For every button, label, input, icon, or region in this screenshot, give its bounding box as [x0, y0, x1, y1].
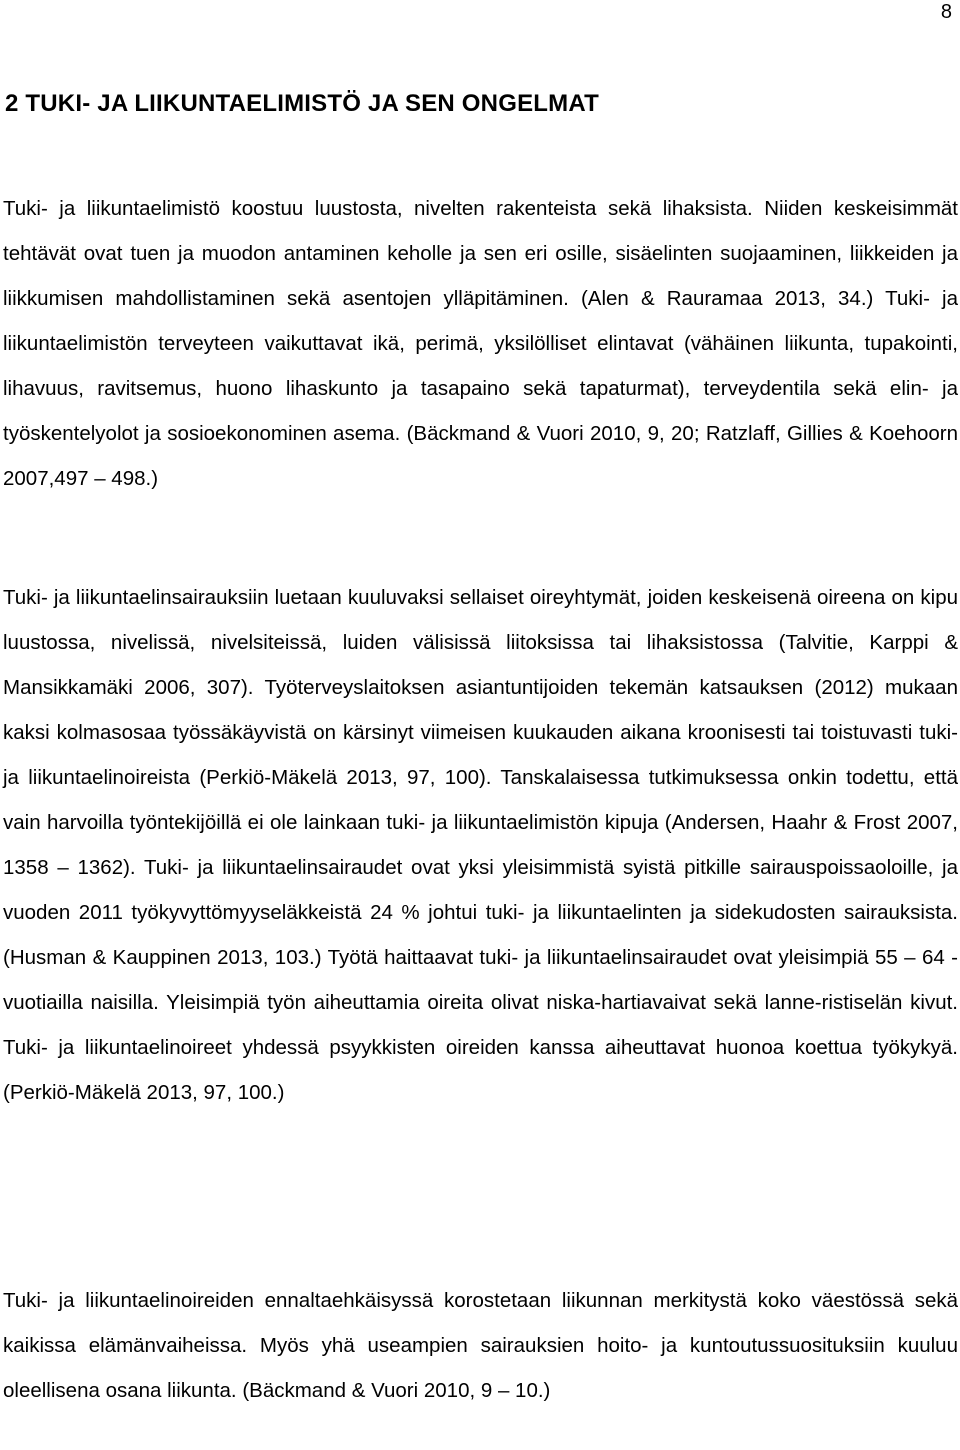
chapter-heading: 2 TUKI- JA LIIKUNTAELIMISTÖ JA SEN ONGELMAT [5, 90, 599, 117]
paragraph-musculoskeletal-disorders: Tuki- ja liikuntaelinsairauksiin luetaan kuuluvaksi sellaiset oireyhtymät, joiden keskeisenä oireena on kipu luustossa, nivelissä, nivelsiteissä, luiden välisissä liitoksissa tai lihaksistossa (Talvitie, Karppi & Mansikkamäki 2006, 307). Työterveyslaitoksen asiantuntijoiden tekemän katsauksen (2012) mukaan kaksi kolmasosaa työssäkäyvistä on kärsinyt viimeisen kuukauden aikana kroonisesti tai toistuvasti tuki- ja liikuntaelinoireista (Perkiö-Mäkelä 2013, 97, 100). Tanskalaisessa tutkimuksessa onkin todettu, että vain harvoilla työntekijöillä ei ole lainkaan tuki- ja liikuntaelimistön kipuja (Andersen, Haahr & Frost 2007, 1358 – 1362). Tuki- ja liikuntaelinsairaudet ovat yksi yleisimmistä syistä pitkille sairauspoissaoloille, ja vuoden 2011 työkyvyttömyyseläkkeistä 24 % johtui tuki- ja liikuntaelinten ja sidekudosten sairauksista. (Husman & Kauppinen 2013, 103.) Työtä haittaavat tuki- ja liikuntaelinsairaudet ovat yleisimpiä 55 – 64 -vuotiailla naisilla. Yleisimpiä työn aiheuttamia oireita olivat niska-hartiavaivat sekä lanne-ristiselän kivut. Tuki- ja liikuntaelinoireet yhdessä psyykkisten oireiden kanssa aiheuttavat huonoa koettua työkykyä. (Perkiö-Mäkelä 2013, 97, 100.) [3, 586, 958, 1104]
page-number: 8 [940, 1, 952, 23]
paragraph-musculoskeletal-system: Tuki- ja liikuntaelimistö koostuu luustosta, nivelten rakenteista sekä lihaksista. Niiden keskeisimmät tehtävät ovat tuen ja muodon antaminen keholle ja sen eri osille, sisäelinten suojaaminen, liikkeiden ja liikkumisen mahdollistaminen sekä asentojen ylläpitäminen. (Alen & Rauramaa 2013, 34.) Tuki- ja liikuntaelimistön terveyteen vaikuttavat ikä, perimä, yksilölliset elintavat (vähäinen liikunta, tupakointi, lihavuus, ravitsemus, huono lihaskunto ja tasapaino sekä tapaturmat), terveydentila sekä elin- ja työskentelyolot ja sosioekonominen asema. (Bäckmand & Vuori 2010, 9, 20; Ratzlaff, Gillies & Koehoorn 2007,497 – 498.) [3, 197, 958, 490]
paragraph-prevention: Tuki- ja liikuntaelinoireiden ennaltaehkäisyssä korostetaan liikunnan merkitystä koko väestössä sekä kaikissa elämänvaiheissa. Myös yhä useampien sairauksien hoito- ja kuntoutussuosituksiin kuuluu oleellisena osana liikunta. (Bäckmand & Vuori 2010, 9 – 10.) [3, 1289, 958, 1402]
